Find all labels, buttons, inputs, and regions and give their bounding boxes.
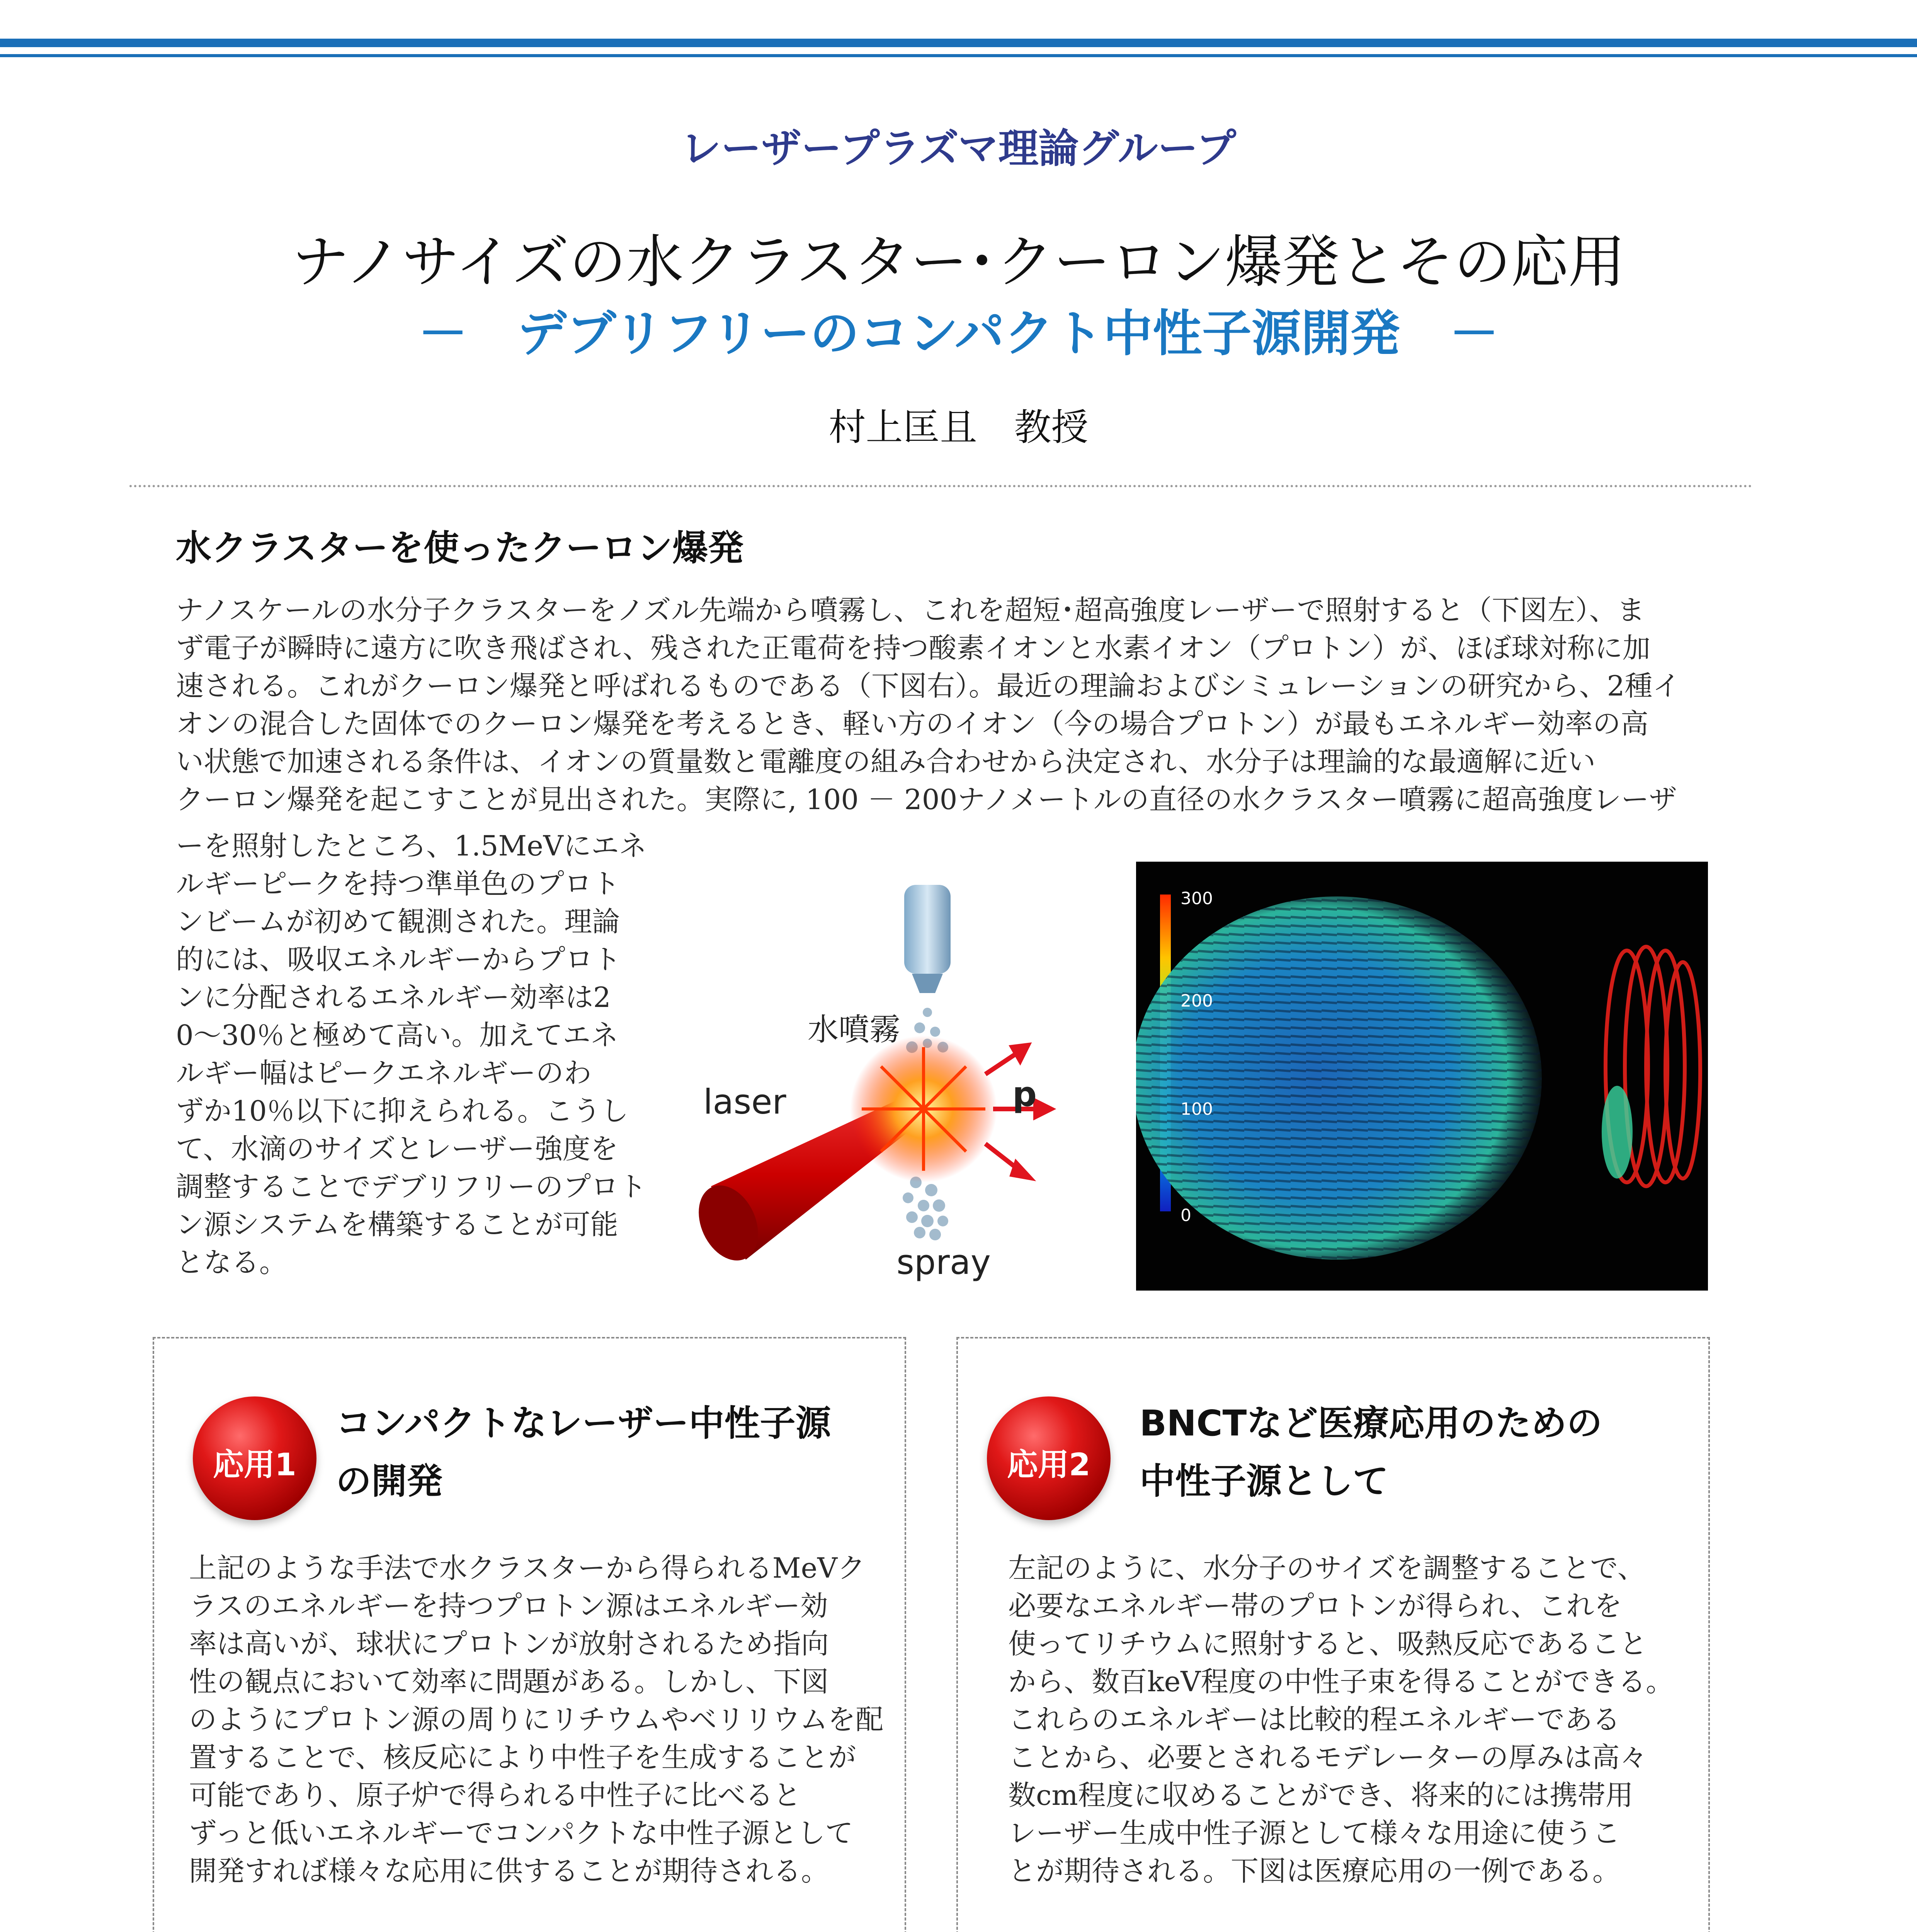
application2-badge: 応用2	[987, 1396, 1111, 1520]
application1-heading: コンパクトなレーザー中性子源 の開発	[336, 1403, 831, 1502]
application2-box	[956, 1337, 1710, 1932]
section1-paragraph: ナノスケールの水分子クラスターをノズル先端から噴霧し、これを超短･超高強度レーザーで照射すると（下図左）、ま ず電子が瞬時に遠方に吹き飛ばされ、残された正電荷を持つ酸素イオンと水素イオン（プロトン）が、ほぼ球対称に加 速される。これがクーロン爆発と呼ばれるものである（下図右）。最近の理論およびシミュレーションの研究から、2種イ オンの混合した固体でのクーロン爆発を考えるとき、軽い方のイオン（今の場合プロトン）が最もエネルギー効率の高 い状態で加速される条件は、イオンの質量数と電離度の組み合わせから決定され、水分子は理論的な最適解に近い クーロン爆発を起こすことが見出された。実際に, 100 － 200ナノメートルの直径の水クラスター噴霧に超高強度レーザ	[176, 594, 1681, 816]
application2-heading: BNCTなど医療応用のための 中性子源として	[1140, 1403, 1602, 1502]
application1-box	[153, 1337, 906, 1932]
group-name: レーザープラズマ理論グループ	[680, 125, 1237, 172]
laser-spray-graphic	[680, 866, 1105, 1294]
laser-spray-diagram	[680, 866, 1105, 1294]
top-rule-thick	[0, 39, 1917, 47]
coulomb-simulation-image	[1136, 862, 1708, 1291]
laser-label: laser	[703, 1082, 786, 1122]
colorbar-tick-0: 0	[1180, 1206, 1191, 1225]
water-spray-label: 水噴霧	[808, 1012, 900, 1048]
proton-label: p	[1012, 1074, 1037, 1114]
simulation-graphic	[1136, 862, 1708, 1291]
colorbar-tick-100: 100	[1180, 1099, 1213, 1119]
section1-side-paragraph: ーを照射したところ、1.5MeVにエネ ルギーピークを持つ準単色のプロト ンビームが初めて観測された。理論 的には、吸収エネルギーからプロト ンに分配されるエネルギー効率は2 0～30％と極めて高い。加えてエネ ルギー幅はピークエネルギーのわ ずか10％以下に抑えられる。こうし て、水滴のサイズとレーザー強度を 調整することでデブリフリーのプロト ン源システムを構築することが可能 となる。	[176, 830, 647, 1279]
header-divider	[129, 485, 1752, 487]
nozzle-shape	[904, 885, 951, 974]
page-title: ナノサイズの水クラスター･クーロン爆発とその応用	[291, 229, 1626, 295]
author: 村上匡且 教授	[828, 406, 1089, 449]
colorbar-tick-300: 300	[1180, 889, 1213, 908]
colorbar-tick-200: 200	[1180, 991, 1213, 1011]
application1-paragraph: 上記のような手法で水クラスターから得られるMeVク ラスのエネルギーを持つプロトン源はエネルギー効 率は高いが、球状にプロトンが放射されるため指向 性の観点において効率に問題がある。しかし、下図 のようにプロトン源の周りにリチウムやベリリウムを配 置することで、核反応により中性子を生成することが 可能であり、原子炉で得られる中性子に比べると ずっと低いエネルギーでコンパクトな中性子源として 開発すれば様々な応用に供することが期待される。	[189, 1552, 884, 1887]
page-subtitle: － デブリフリーのコンパクト中性子源開発 －	[418, 305, 1499, 362]
spray-label: spray	[896, 1242, 991, 1282]
top-rule-thin	[0, 54, 1917, 57]
section1-heading: 水クラスターを使ったクーロン爆発	[176, 527, 744, 569]
application1-badge: 応用1	[193, 1396, 316, 1520]
application2-paragraph: 左記のように、水分子のサイズを調整することで、 必要なエネルギー帯のプロトンが得られ、これを 使ってリチウムに照射すると、吸熱反応であること から、数百keV程度の中性子束を得ることができる。 これらのエネルギーは比較的程エネルギーである ことから、必要とされるモデレーターの厚みは高々 数cm程度に収めることができ、将来的には携帯用 レーザー生成中性子源として様々な用途に使うこ とが期待される。下図は医療応用の一例である。	[1008, 1552, 1674, 1887]
